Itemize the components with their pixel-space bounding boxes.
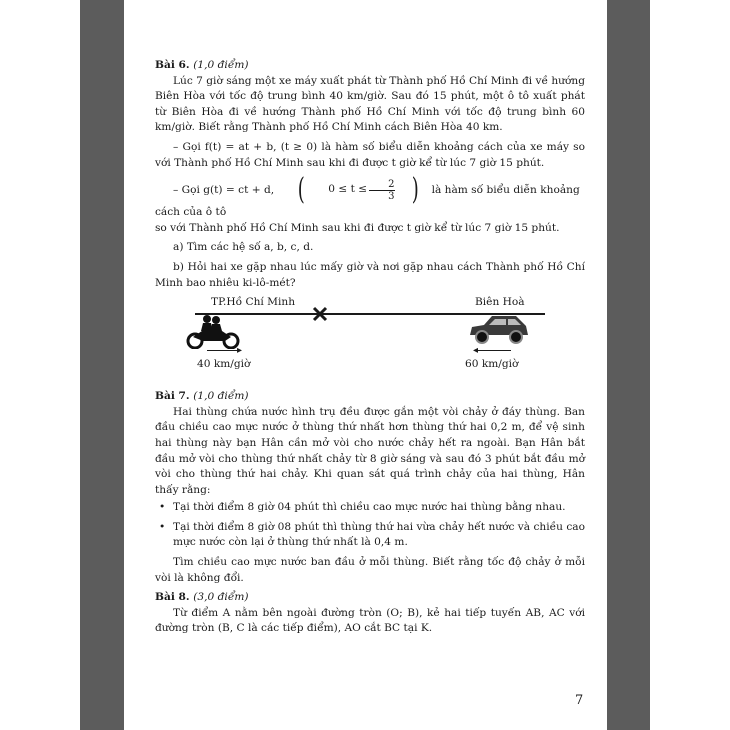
bien-hoa-label: Biên Hoà bbox=[475, 296, 525, 309]
problem-8-intro: Từ điểm A nằm bên ngoài đường tròn (O; B), kẻ hai tiếp tuyến AB, AC với đường tròn (B, C là các tiếp điểm), AO cắt BC tại K. bbox=[155, 606, 585, 635]
page-content bbox=[155, 58, 585, 637]
left-paren: ( bbox=[297, 172, 305, 208]
problem-7-question: Tìm chiều cao mực nước ban đầu ở mỗi thùng. Biết rằng tốc độ chảy ở mỗi vòi là không đổi. bbox=[155, 556, 585, 584]
road-diagram bbox=[155, 295, 585, 377]
car-speed: 60 km/giờ bbox=[465, 358, 519, 371]
fraction bbox=[369, 179, 395, 202]
fraction-denominator: 3 bbox=[388, 190, 395, 202]
left-arrowhead-icon: ◂ bbox=[473, 345, 479, 357]
observation-1: Tại thời điểm 8 giờ 04 phút thì chiều cao mực nước hai thùng bằng nhau. bbox=[173, 501, 566, 514]
right-arrowhead-icon: ▸ bbox=[237, 345, 243, 357]
motorbike-direction-arrow bbox=[207, 350, 241, 351]
problem-6-f-definition: – Gọi f(t) = at + b, (t ≥ 0) là hàm số biểu diễn khoảng cách của xe máy so với Thành phố Hồ Chí Minh sau khi đi được t giờ kể từ lúc 7 giờ 15 phút. bbox=[155, 140, 585, 169]
car-icon bbox=[468, 313, 530, 345]
fraction-numerator: 2 bbox=[369, 179, 395, 191]
motorbike-speed: 40 km/giờ bbox=[197, 358, 251, 371]
bullet-icon: • bbox=[159, 520, 166, 533]
problem-7-observations bbox=[155, 500, 585, 551]
problem-6-heading bbox=[155, 58, 585, 74]
problem-6-title: Bài 6. bbox=[155, 59, 190, 71]
car-direction-arrow bbox=[477, 350, 511, 351]
problem-7-title: Bài 7. bbox=[155, 390, 190, 403]
list-item bbox=[159, 520, 585, 551]
problem-8-points: (3,0 điểm) bbox=[193, 591, 249, 604]
problem-6-g-continuation: so với Thành phố Hồ Chí Minh sau khi đi được t giờ kể từ lúc 7 giờ 15 phút. bbox=[155, 221, 560, 234]
list-item bbox=[159, 500, 585, 516]
right-paren: ) bbox=[412, 172, 420, 208]
hcm-label: TP.Hồ Chí Minh bbox=[211, 296, 296, 309]
problem-6-intro: Lúc 7 giờ sáng một xe máy xuất phát từ Thành phố Hồ Chí Minh đi về hướng Biên Hòa với tốc độ trung bình 40 km/giờ. Sau đó 15 phút, một ô tô xuất phát từ Biên Hòa đi về hướng Thành phố Hồ Chí Minh với tốc độ trung bình 60 km/giờ. Biết rằng Thành phố Hồ Chí Minh cách Biên Hòa 40 km. bbox=[155, 74, 585, 134]
problem-6-question-a: a) Tìm các hệ số a, b, c, d. bbox=[173, 241, 314, 254]
meeting-point-icon bbox=[312, 306, 328, 322]
problem-7-points: (1,0 điểm) bbox=[193, 390, 249, 403]
g-domain bbox=[281, 172, 426, 208]
g-definition-suffix: là hàm số biểu diễn khoảng cách của ô tô bbox=[155, 184, 580, 219]
page-number: 7 bbox=[575, 693, 584, 708]
problem-7-intro: Hai thùng chứa nước hình trụ đều được gắn một vòi chảy ở đáy thùng. Ban đầu chiều cao mực nước ở thùng thứ nhất hơn thùng thứ hai 0,2 m, để vệ sinh hai thùng này bạn Hân cần mở vòi cho nước chảy hết ra ngoài. Bạn Hân bắt đầu mở vòi cho thùng thứ nhất chảy từ 8 giờ sáng và sau đó 3 phút bắt đầu mở vòi cho thùng thứ hai chảy. Khi quan sát quá trình chảy của hai thùng, Hân thấy rằng: bbox=[155, 405, 585, 496]
problem-6-points: (1,0 điểm) bbox=[193, 59, 249, 71]
problem-8-title: Bài 8. bbox=[155, 591, 190, 604]
problem-6-g-definition bbox=[155, 172, 585, 221]
problem-6-question-b: b) Hỏi hai xe gặp nhau lúc mấy giờ và nơi gặp nhau cách Thành phố Hồ Chí Minh bao nhiêu ki-lô-mét? bbox=[155, 260, 585, 289]
bullet-icon: • bbox=[159, 501, 166, 514]
problem-7-heading bbox=[155, 389, 585, 405]
g-definition-prefix: – Gọi g(t) = ct + d, bbox=[173, 184, 275, 197]
observation-2: Tại thời điểm 8 giờ 08 phút thì thùng thứ hai vừa chảy hết nước và chiều cao mực nước còn lại ở thùng thứ nhất là 0,4 m. bbox=[173, 520, 585, 549]
motorbike-icon bbox=[185, 313, 241, 349]
problem-8-heading bbox=[155, 590, 585, 606]
g-domain-text: 0 ≤ t ≤ bbox=[328, 183, 368, 196]
